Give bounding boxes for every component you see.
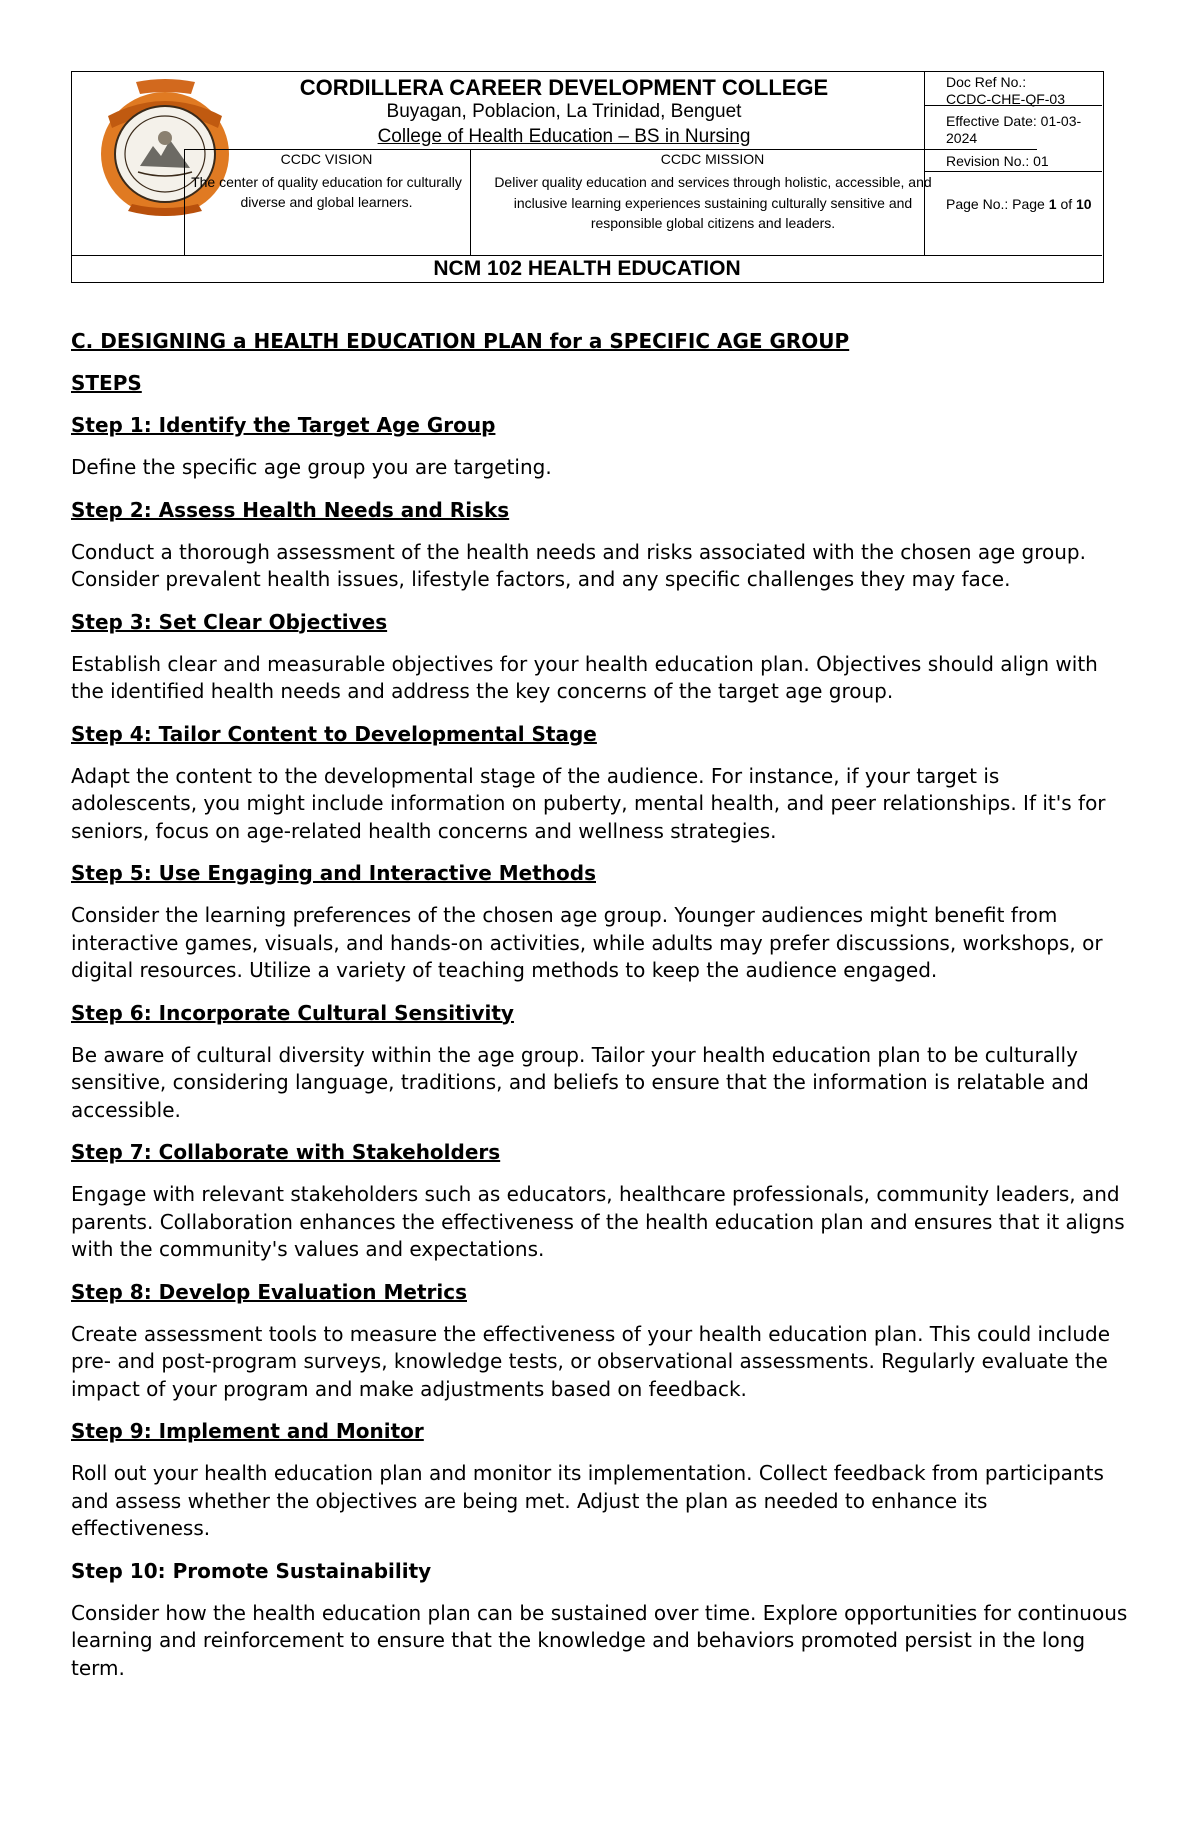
step-body: Consider how the health education plan can be sustained over time. Explore opportunities for continuous learning and reinforcement to ensure that the knowledge and behaviors promoted persist in the long term.	[71, 1600, 1128, 1680]
step-7	[71, 1138, 1131, 1264]
effective-date: Effective Date: 01-03-2024	[946, 113, 1082, 146]
section-title: C. DESIGNING a HEALTH EDUCATION PLAN for a SPECIFIC AGE GROUP	[71, 329, 850, 353]
page-of: of	[1060, 196, 1073, 212]
page-number	[946, 196, 1096, 213]
document-body	[71, 327, 1131, 1696]
step-heading: Step 3: Set Clear Objectives	[71, 609, 388, 634]
step-body: Define the specific age group you are targeting.	[71, 455, 552, 479]
step-body: Conduct a thorough assessment of the health needs and risks associated with the chosen age group. Consider prevalent health issues, lifestyle factors, and any specific challenges they may face.	[71, 539, 1086, 591]
step-body: Establish clear and measurable objectives for your health education plan. Objectives should align with the identified health needs and address the key concerns of the target age group.	[71, 651, 1098, 703]
step-heading: Step 8: Develop Evaluation Metrics	[71, 1279, 467, 1304]
page-no-prefix: Page No.: Page	[946, 196, 1045, 212]
step-heading: Step 10: Promote Sustainability	[71, 1558, 432, 1583]
step-heading: Step 6: Incorporate Cultural Sensitivity	[71, 1000, 514, 1025]
college-department	[184, 126, 944, 148]
step-heading: Step 5: Use Engaging and Interactive Methods	[71, 861, 596, 885]
document-header	[71, 71, 1104, 283]
mission-text: Deliver quality education and services through holistic, accessible, and inclusive learning experiences sustaining culturally sensitive and responsible global citizens and leaders.	[494, 174, 932, 231]
step-body: Consider the learning preferences of the chosen age group. Younger audiences might benefit from interactive games, visuals, and hands-on activities, while adults may prefer discussions, workshops, or digital resources. Utilize a variety of teaching methods to keep the audience engaged.	[71, 903, 1103, 982]
step-body: Create assessment tools to measure the effectiveness of your health education plan. This could include pre- and post-program surveys, knowledge tests, or observational assessments. Regularly evaluate the impact of your program and make adjustments based on feedback.	[71, 1321, 1110, 1401]
step-body: Adapt the content to the developmental stage of the audience. For instance, if your target is adolescents, you might include information on puberty, mental health, and peer relationships. If it's for seniors, focus on age-related health concerns and wellness strategies.	[71, 763, 1106, 843]
step-2	[71, 496, 1131, 594]
step-body: Engage with relevant stakeholders such as educators, healthcare professionals, community leaders, and parents. Collaboration enhances the effectiveness of the health education plan and ensures that it aligns with the community's values and expectations.	[71, 1182, 1125, 1261]
step-9	[71, 1417, 1131, 1543]
step-heading: Step 7: Collaborate with Stakeholders	[71, 1140, 501, 1164]
step-heading: Step 1: Identify the Target Age Group	[71, 413, 496, 437]
vision-text: The center of quality education for culturally diverse and global learners.	[191, 174, 462, 210]
mission-title: CCDC MISSION	[660, 151, 765, 167]
step-1	[71, 411, 1131, 482]
page-total: 10	[1076, 196, 1092, 212]
vision-title: CCDC VISION	[280, 151, 373, 167]
step-5	[71, 859, 1131, 985]
college-address: Buyagan, Poblacion, La Trinidad, Benguet	[386, 101, 742, 122]
step-body: Roll out your health education plan and monitor its implementation. Collect feedback from participants and assess whether the objectives are being met. Adjust the plan as needed to enhance its effectiveness.	[71, 1461, 1104, 1540]
college-name: CORDILLERA CAREER DEVELOPMENT COLLEGE	[299, 75, 829, 100]
step-4	[71, 720, 1131, 846]
step-3	[71, 608, 1131, 706]
steps-label: STEPS	[71, 371, 142, 395]
doc-ref-label: Doc Ref No.:	[946, 74, 1027, 90]
page-current: 1	[1048, 196, 1057, 212]
department-label: College of Health Education – BS in Nursing	[377, 126, 751, 147]
course-title: NCM 102 HEALTH EDUCATION	[433, 257, 741, 280]
step-8	[71, 1278, 1131, 1404]
step-10	[71, 1557, 1131, 1683]
step-heading: Step 2: Assess Health Needs and Risks	[71, 497, 510, 522]
step-6	[71, 999, 1131, 1125]
step-heading: Step 9: Implement and Monitor	[71, 1419, 424, 1443]
doc-ref	[946, 74, 1096, 108]
step-heading: Step 4: Tailor Content to Developmental Stage	[71, 721, 597, 746]
step-body: Be aware of cultural diversity within the age group. Tailor your health education plan to be culturally sensitive, considering language, traditions, and beliefs to ensure that the information is relatable and accessible.	[71, 1042, 1089, 1122]
doc-ref-value: CCDC-CHE-QF-03	[946, 91, 1065, 107]
revision-number: Revision No.: 01	[946, 153, 1049, 169]
